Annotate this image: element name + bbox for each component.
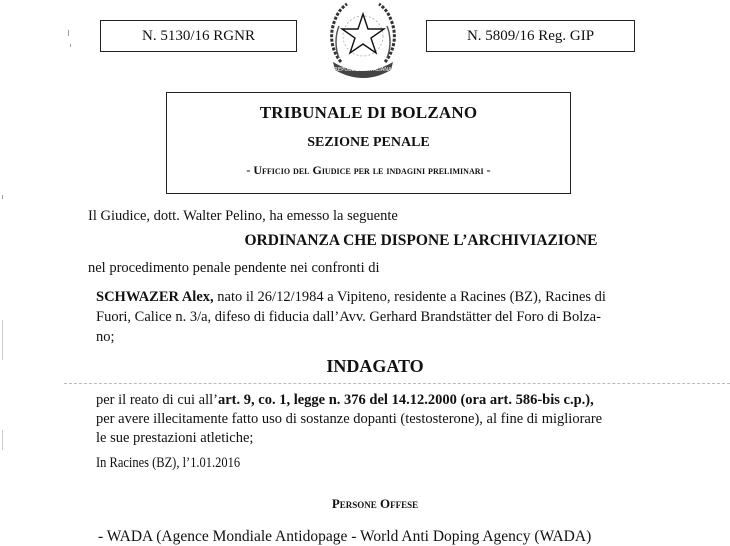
rgnr-reference-box bbox=[100, 20, 297, 52]
emblem-ribbon-text: REPUBBLICA ITALIANA bbox=[334, 67, 392, 73]
court-title: TRIBUNALE DI BOLZANO bbox=[259, 103, 478, 122]
scan-speck bbox=[68, 30, 69, 36]
charge-line-2: per avere illecitamente fatto uso di sostanze dopanti (testosterone), al fine di migliorare bbox=[96, 411, 603, 427]
italian-republic-emblem-icon bbox=[327, 0, 399, 78]
scan-speck bbox=[2, 430, 3, 450]
scan-speck bbox=[2, 320, 3, 360]
charge-prefix: per il reato di cui all’ bbox=[96, 392, 218, 408]
judge-intro: Il Giudice, dott. Walter Pelino, ha emesso la seguente bbox=[88, 208, 398, 224]
proceeding-text: nel procedimento penale pendente nei confronti di bbox=[88, 260, 380, 276]
scan-artifact-line bbox=[64, 383, 730, 384]
scan-speck bbox=[70, 44, 71, 47]
gip-reference-box bbox=[426, 20, 635, 52]
gip-reference-number: N. 5809/16 Reg. GIP bbox=[466, 28, 595, 44]
defendant-line-1 bbox=[96, 289, 606, 306]
defendant-name: SCHWAZER Alex, bbox=[96, 289, 214, 305]
court-office: - Ufficio del Giudice per le indagini preliminari - bbox=[246, 163, 491, 177]
defendant-details: nato il 26/12/1984 a Vipiteno, residente a Racines (BZ), Racines di bbox=[213, 289, 606, 305]
offended-parties-heading: Persone Offese bbox=[331, 496, 419, 511]
charge-line-3: le sue prestazioni atletiche; bbox=[96, 430, 254, 446]
charge-law-reference: art. 9, co. 1, legge n. 376 del 14.12.2000 (ora art. 586-bis c.p.), bbox=[218, 392, 594, 408]
place-date: In Racines (BZ), l’1.01.2016 bbox=[96, 455, 241, 471]
defendant-line-3: no; bbox=[96, 329, 115, 345]
offended-party-wada: - WADA (Agence Mondiale Antidopage - World Anti Doping Agency (WADA) bbox=[98, 528, 592, 545]
charge-line-1 bbox=[96, 392, 594, 409]
defendant-line-2: Fuori, Calice n. 3/a, difeso di fiducia dall’Avv. Gerhard Brandstätter del Foro di Bolza- bbox=[96, 309, 601, 325]
scan-speck bbox=[2, 195, 3, 199]
status-heading: INDAGATO bbox=[326, 356, 424, 376]
court-header-box bbox=[166, 92, 571, 194]
order-title: ORDINANZA CHE DISPONE L’ARCHIVIAZIONE bbox=[244, 232, 598, 249]
rgnr-reference-number: N. 5130/16 RGNR bbox=[142, 28, 255, 44]
court-section: SEZIONE PENALE bbox=[307, 135, 430, 150]
